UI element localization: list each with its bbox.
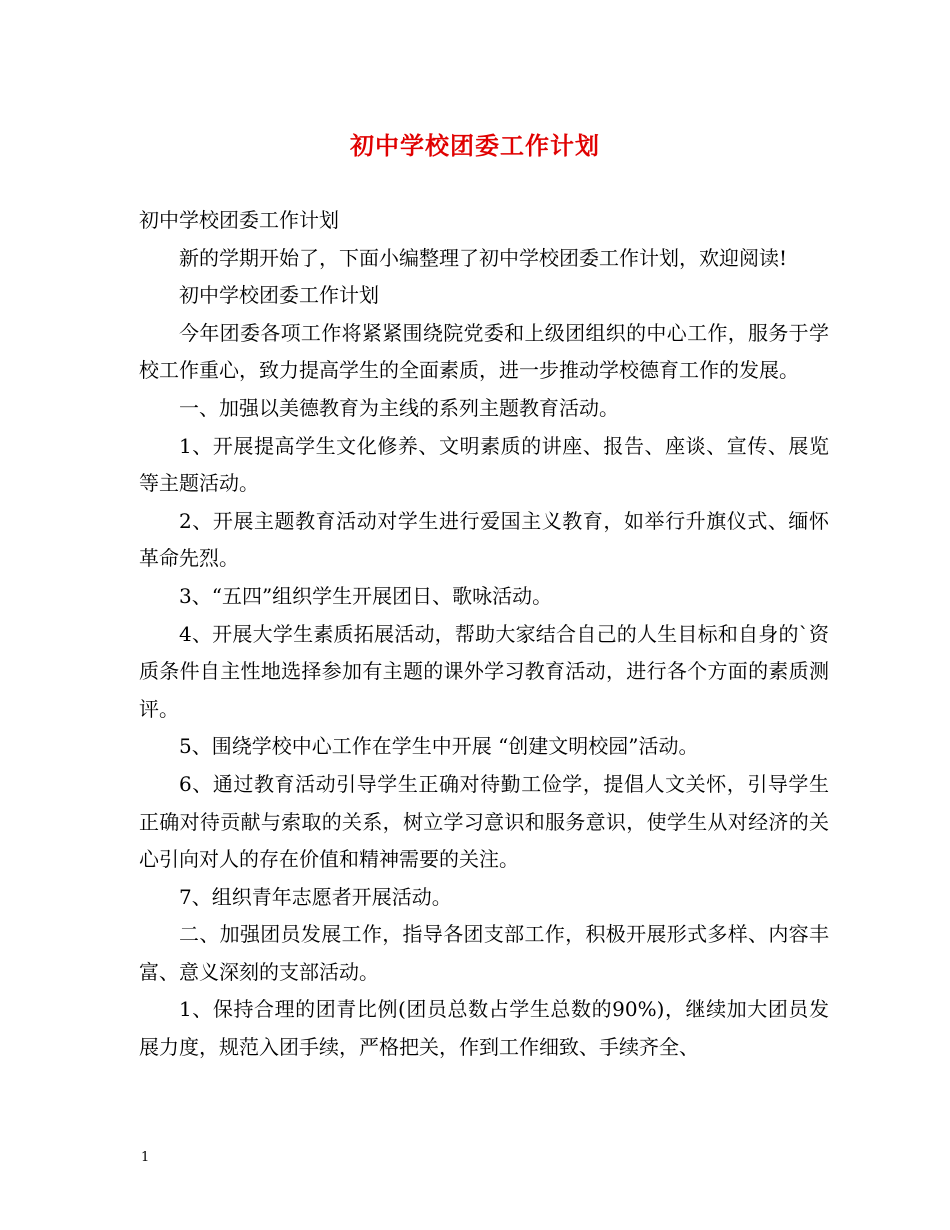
page-number: 1 xyxy=(141,1150,150,1165)
section-heading-1: 一、加强以美德教育为主线的系列主题教育活动。 xyxy=(179,395,619,420)
list-item: 1、开展提高学生文化修养、文明素质的讲座、报告、座谈、宣传、展览等主题活动。 xyxy=(139,433,829,496)
section-heading-2: 二、加强团员发展工作，指导各团支部工作，积极开展形式多样、内容丰富、意义深刻的支部活动。 xyxy=(139,922,829,984)
paragraph-intro: 新的学期开始了，下面小编整理了初中学校团委工作计划，欢迎阅读! xyxy=(179,245,788,270)
document-body xyxy=(139,202,829,1067)
paragraph-overview: 今年团委各项工作将紧紧围绕院党委和上级团组织的中心工作，服务于学校工作重心，致力提高学生的全面素质，进一步推动学校德育工作的发展。 xyxy=(139,320,829,383)
document-title: 初中学校团委工作计划 xyxy=(350,131,600,160)
list-item: 2、开展主题教育活动对学生进行爱国主义教育，如举行升旗仪式、缅怀革命先烈。 xyxy=(139,508,829,571)
list-item: 7、组织青年志愿者开展活动。 xyxy=(179,884,452,909)
list-item: 1、保持合理的团青比例(团员总数占学生总数的90%)，继续加大团员发展力度，规范入团手续，严格把关，作到工作细致、手续齐全、 xyxy=(139,997,829,1060)
list-item: 4、开展大学生素质拓展活动，帮助大家结合自己的人生目标和自身的`资质条件自主性地选择参加有主题的课外学习教育活动，进行各个方面的素质测评。 xyxy=(139,621,829,721)
paragraph-heading: 初中学校团委工作计划 xyxy=(139,208,339,232)
list-item: 3、“五四”组织学生开展团日、歌咏活动。 xyxy=(179,583,553,608)
paragraph-subtitle: 初中学校团委工作计划 xyxy=(179,283,379,308)
list-item: 6、通过教育活动引导学生正确对待勤工俭学，提倡人文关怀，引导学生正确对待贡献与索取的关系，树立学习意识和服务意识，使学生从对经济的关心引向对人的存在价值和精神需要的关注。 xyxy=(139,771,829,872)
list-item: 5、围绕学校中心工作在学生中开展 “创建文明校园”活动。 xyxy=(179,734,699,759)
